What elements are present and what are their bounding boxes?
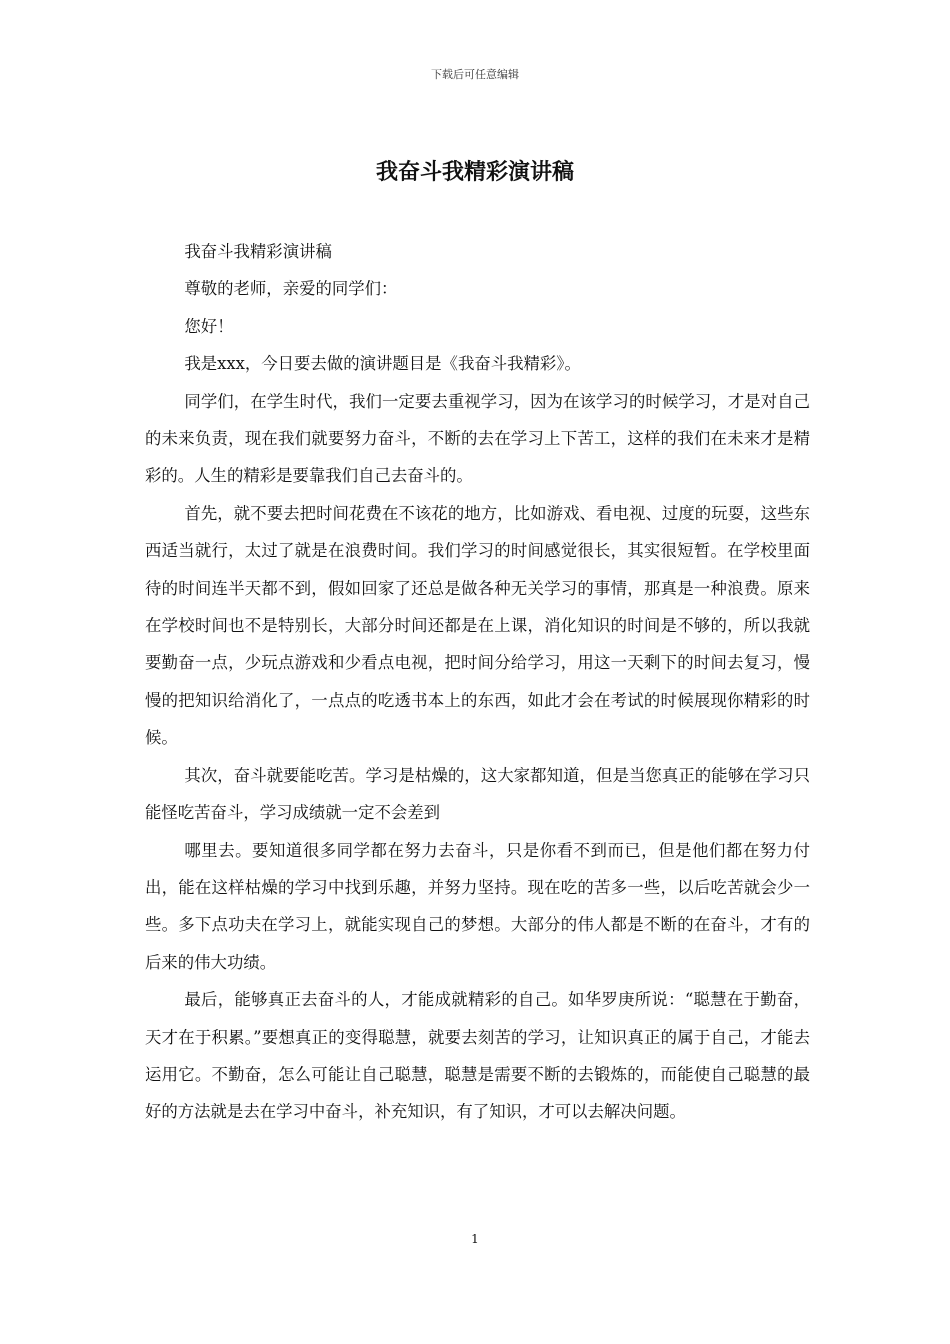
paragraph: 您好！ bbox=[184, 316, 234, 336]
page-number: 1 bbox=[471, 1232, 479, 1246]
document-title: 我奋斗我精彩演讲稿 bbox=[375, 159, 574, 185]
header-note: 下载后可任意编辑 bbox=[431, 68, 519, 81]
paragraph: 最后，能够真正去奋斗的人，才能成就精彩的自己。如华罗庚所说：“聪慧在于勤奋，天才在于积累。”要想真正的变得聪慧，就要去刻苦的学习，让知识真正的属于自己，才能去运用它。不勤奋，怎么可能让自己聪慧，聪慧是需要不断的去锻炼的，而能使自己聪慧的最好的方法就是去在学习中奋斗，补充知识，有了知识，才可以去解决问题。 bbox=[145, 990, 810, 1122]
paragraph: 其次，奋斗就要能吃苦。学习是枯燥的，这大家都知道，但是当您真正的能够在学习只能怪吃苦奋斗，学习成绩就一定不会差到 bbox=[145, 765, 810, 823]
paragraph: 同学们，在学生时代，我们一定要去重视学习，因为在该学习的时候学习，才是对自己的未来负责，现在我们就要努力奋斗，不断的去在学习上下苦工，这样的我们在未来才是精彩的。人生的精彩是要靠我们自己去奋斗的。 bbox=[145, 391, 810, 486]
paragraph: 哪里去。要知道很多同学都在努力去奋斗，只是你看不到而已，但是他们都在努力付出，能在这样枯燥的学习中找到乐趣，并努力坚持。现在吃的苦多一些，以后吃苦就会少一些。多下点功夫在学习上，就能实现自己的梦想。大部分的伟人都是不断的在奋斗，才有的后来的伟大功绩。 bbox=[145, 840, 810, 972]
document-body bbox=[145, 233, 810, 1131]
paragraph: 我是xxx，今日要去做的演讲题目是《我奋斗我精彩》。 bbox=[184, 354, 581, 374]
paragraph: 首先，就不要去把时间花费在不该花的地方，比如游戏、看电视、过度的玩耍，这些东西适当就行，太过了就是在浪费时间。我们学习的时间感觉很长，其实很短暂。在学校里面待的时间连半天都不到，假如回家了还总是做各种无关学习的事情，那真是一种浪费。原来在学校时间也不是特别长，大部分时间还都是在上课，消化知识的时间是不够的，所以我就要勤奋一点，少玩点游戏和少看点电视，把时间分给学习，用这一天剩下的时间去复习，慢慢的把知识给消化了，一点点的吃透书本上的东西，如此才会在考试的时候展现你精彩的时候。 bbox=[145, 503, 810, 748]
paragraph: 我奋斗我精彩演讲稿 bbox=[184, 242, 332, 261]
paragraph: 尊敬的老师，亲爱的同学们： bbox=[184, 279, 398, 299]
